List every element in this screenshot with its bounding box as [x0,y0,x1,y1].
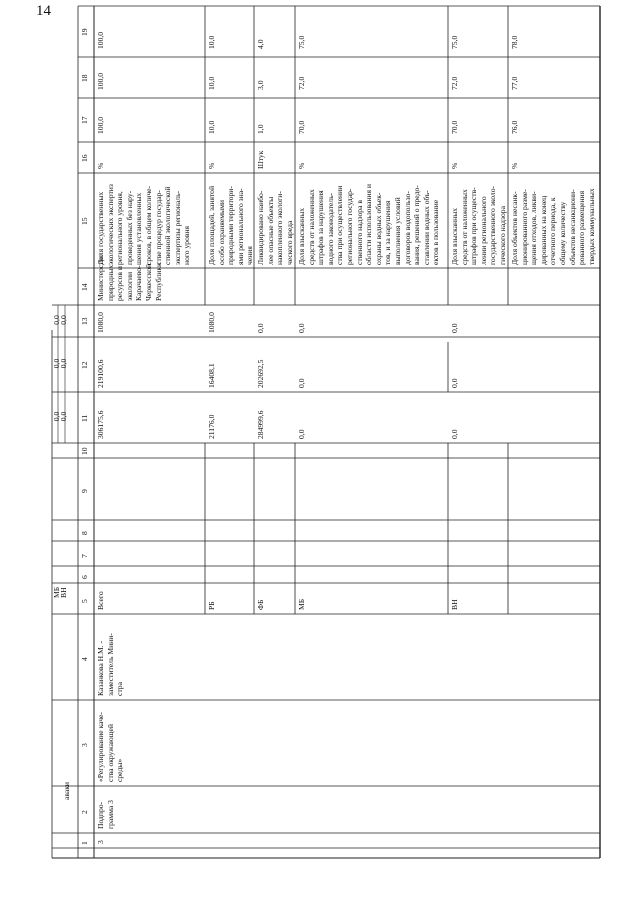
funding-value-11: 0,0 [297,429,306,439]
indicator-value-18: 3,0 [256,80,265,90]
indicator-text: Доля взысканных средств от наложенных штрафов при осуществ- лении регионального государственного эколо- гического надзора [450,185,507,265]
funding-value-12: 0,0 [450,378,459,388]
indicator-value-19: 75,0 [297,35,306,49]
column-number: 19 [80,27,89,36]
funding-value-12: 16408,1 [207,363,216,388]
indicator-value-19: 100,0 [96,31,105,49]
mb-subvalue: 0,0 [52,315,61,325]
indicator-value-18: 72,0 [297,76,306,90]
funding-value-11: 21176,0 [207,414,216,439]
indicator-value-19: 75,0 [450,35,459,49]
column-number: 2 [80,809,89,814]
column-number: 14 [80,282,89,291]
indicator-value-17: 100,0 [96,116,105,134]
indicator-unit: % [207,162,216,169]
indicator-value-17: 1,0 [256,124,265,134]
indicator-value-18: 77,0 [510,76,519,90]
indicator-text: Доля взысканных средств от наложенных штрафов за нарушения водного законодатель- ства при осуществлении регионального государ- ственного надзора в области использования и охраны водных объек- тов, и за нарушения выполнения условий договоров водопользо- вания, решений о предо- ставлении водных объ- ектов в пользование [297,184,441,265]
column-number: 3 [80,743,89,747]
column-number: 4 [80,657,89,661]
funding-source: РБ [207,601,216,610]
column-number: 1 [80,840,89,845]
header-fragment: аваки [62,782,71,800]
funding-value-13: 0,0 [297,323,306,333]
indicator-value-17: 70,0 [297,120,306,134]
subprogram-label: Подпро- грамма 3 [96,800,115,829]
column-number: 13 [80,317,89,325]
column-number: 8 [80,530,89,535]
column-number: 11 [80,414,89,422]
indicator-text: Доля государственных экологических экспертиз регионального уровня, проведенных без нару- шения установленных сроков, в общем количе- стве процедур государ- ственной экологической экспертизы региональ- ного уровня [96,184,192,265]
indicator-unit: % [96,162,105,169]
indicator-value-19: 10,0 [207,35,216,49]
funding-source: ВН [450,599,459,610]
indicator-text: Доля площадей, занятой особо охраняемыми природными территори- ями регионального зна- чения [207,185,255,265]
responsible-person: Казанкова Н.М. - заместитель Мини- стра [96,633,125,696]
column-number: 9 [80,489,89,493]
vn-subvalue: 0,0 [59,315,68,325]
funding-value-11: 284999,6 [256,410,265,439]
vn-subvalue: 0,0 [59,411,68,422]
funding-value-11: 0,0 [450,429,459,439]
funding-value-11: 306175,6 [96,410,105,439]
indicator-unit: Штук [256,150,265,169]
indicator-value-19: 4,0 [256,39,265,49]
column-number: 12 [80,360,89,369]
indicator-text: Ликвидировано наибо- лее опасные объекты накопленного экологи- ческого вреда [256,190,294,265]
funding-value-12: 0,0 [297,378,306,388]
indicator-text: Доля объектов несанк- ционированного разме- щения отходов, ликви- дированных на конец отчетного периода, к общему количеству объектов несанкциони- рованного размещения твердых коммунальных [510,188,596,265]
page-number: 14 [36,3,51,19]
column-number: 10 [80,446,89,455]
indicator-unit: % [510,162,519,169]
indicator-value-18: 100,0 [96,72,105,90]
subprogram-title: «Регулирование каче- ства окружающей среды» [96,712,125,782]
ministry-name: Министерство природных ресурсов и экологии Карачаево- Черкесской Республики [96,254,163,301]
row-number: 3 [96,840,105,844]
mb-subvalue: 0,0 [52,358,61,369]
column-number: 16 [80,153,89,162]
funding-source: Всего [96,591,105,610]
column-number: 5 [80,598,89,603]
header-vn: ВН [59,587,68,598]
indicator-value-17: 76,0 [510,120,519,134]
vn-subvalue: 0,0 [59,358,68,369]
column-number: 18 [80,73,89,82]
header-mb: МБ [52,586,61,598]
funding-source: МБ [297,598,306,610]
indicator-unit: % [450,162,459,169]
column-number: 15 [80,216,89,225]
funding-value-13: 1080,0 [207,312,216,333]
mb-subvalue: 0,0 [52,411,61,422]
funding-value-12: 202692,5 [256,359,265,388]
column-number: 17 [80,116,89,124]
indicator-value-18: 72,0 [450,76,459,90]
funding-value-13: 0,0 [450,323,459,333]
indicator-value-17: 70,0 [450,120,459,134]
indicator-value-19: 78,0 [510,35,519,49]
funding-value-13: 0,0 [256,323,265,333]
funding-value-13: 1080,0 [96,312,105,333]
funding-value-12: 219100,6 [96,359,105,388]
indicator-value-17: 10,0 [207,120,216,134]
column-number: 7 [80,553,89,558]
indicator-value-18: 10,0 [207,76,216,90]
column-number: 6 [80,574,89,579]
funding-source: ФБ [256,599,265,610]
indicator-unit: % [297,162,306,169]
